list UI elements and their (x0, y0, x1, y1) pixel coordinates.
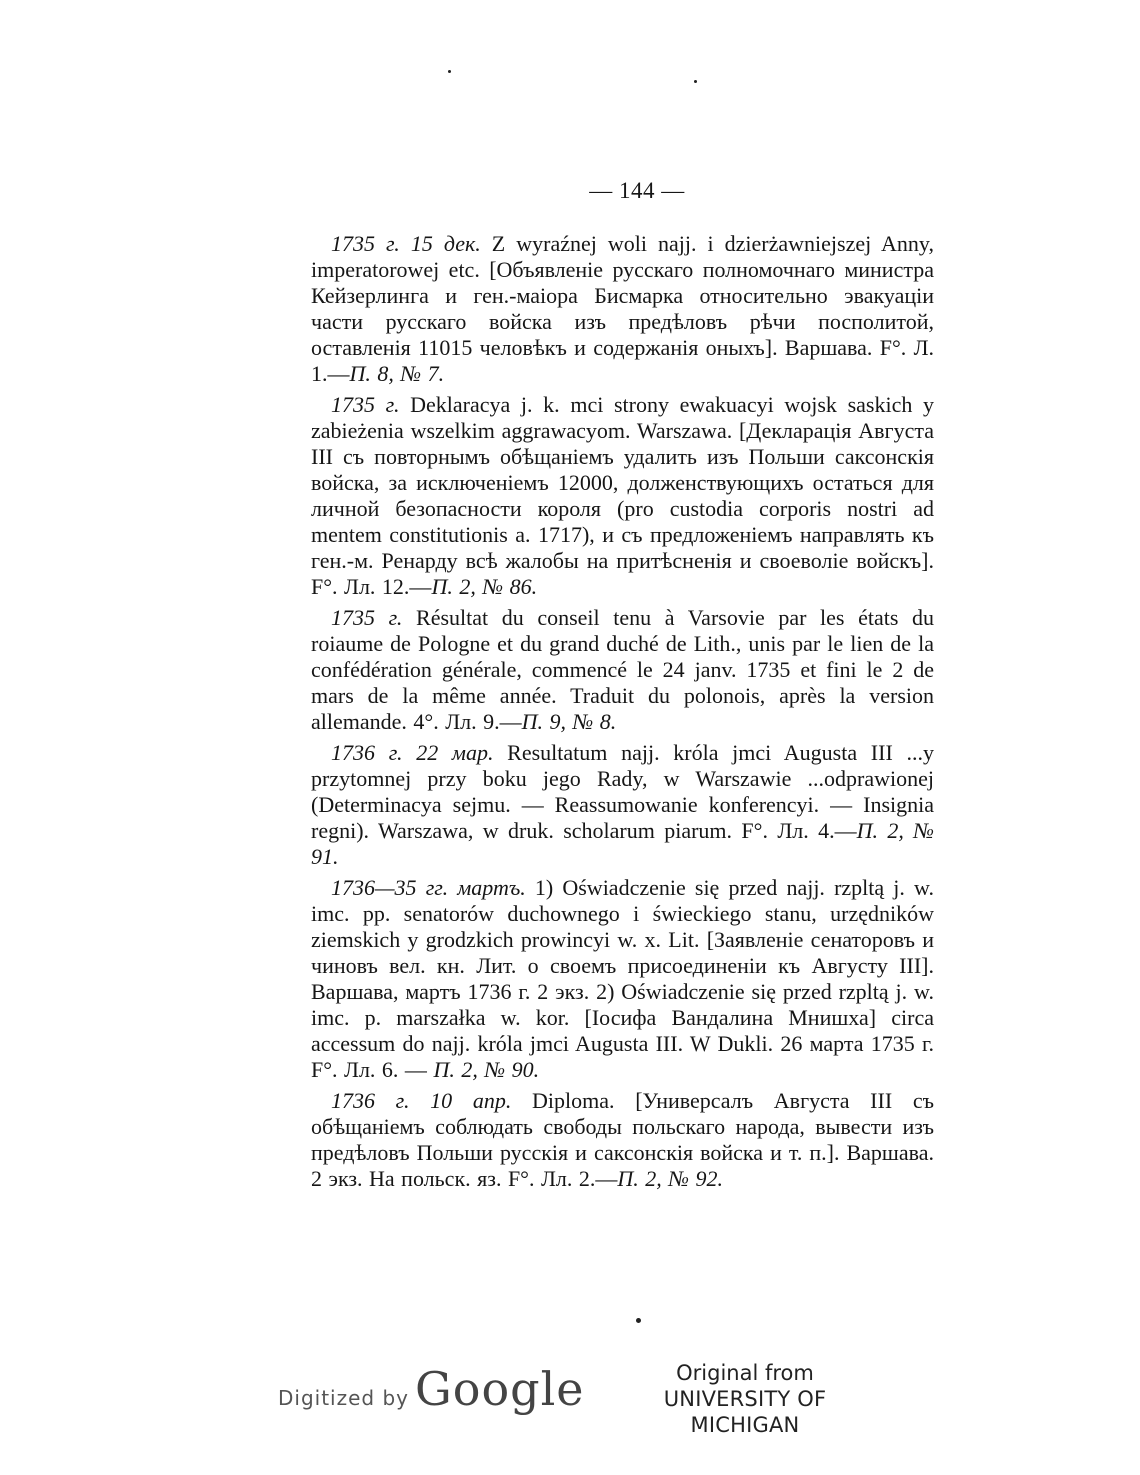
catalog-entry (311, 740, 934, 870)
catalog-entries (311, 231, 934, 1197)
scan-speck (448, 70, 451, 73)
scan-speck (636, 1318, 641, 1323)
catalog-entry (311, 1088, 934, 1192)
digitized-by-google (278, 1362, 585, 1416)
catalog-entry (311, 392, 934, 600)
entry-date: 1736—35 гг. мартъ. (331, 875, 526, 900)
entry-reference: П. 2, № 92. (617, 1166, 724, 1191)
entry-date: 1736 г. 10 апр. (331, 1088, 512, 1113)
entry-reference: П. 2, № 90. (433, 1057, 540, 1082)
digitized-by-label: Digitized by (278, 1386, 409, 1410)
entry-text: Deklaracya j. k. mci strony ewakuacyi wojsk saskich y zabieżenia wszelkim aggrawacyom. Warszawa. [Декларація Августа III съ повторнымъ обѣщаніемъ удалить изъ Польши саксонскія войска, за исключеніемъ 12000, долженствующихъ остаться для личной безопасности короля (pro custodia corporis nostri ad mentem constitutionis a. 1717), и съ предложеніемъ направлять къ ген.-м. Ренарду всѣ жалобы на притѣсненія и своеволіе войскъ]. F°. Лл. 12.— (311, 392, 934, 599)
catalog-entry (311, 231, 934, 387)
entry-date: 1735 г. (331, 605, 403, 630)
entry-text: Resultatum najj. króla jmci Augusta III ...y przytomnej przy boku jego Rady, w Warszawie ...odprawionej (Determinacya sejmu. — Reassumowanie konferencyi. — Insignia regni). Warszawa, w druk. scholarum piarum. F°. Лл. 4.— (311, 740, 934, 843)
scan-speck (694, 80, 697, 83)
institution-name: UNIVERSITY OF MICHIGAN (663, 1387, 827, 1437)
entry-reference: П. 8, № 7. (349, 361, 445, 386)
catalog-entry (311, 875, 934, 1083)
page-number: — 144 — (589, 178, 685, 203)
catalog-entry (311, 605, 934, 735)
entry-date: 1735 г. (331, 392, 400, 417)
entry-text: Z wyraźnej woli najj. i dzierżawniejszej Anny, imperatorowej etc. [Объявленіе русскаго полномочнаго министра Кейзерлинга и ген.-маіора Бисмарка относительно эвакуаціи части русскаго войска изъ предѣловъ рѣчи посполитой, оставленія 11015 человѣкъ и содержанія оныхъ]. Варшава. F°. Л. 1.— (311, 231, 934, 386)
entry-reference: П. 9, № 8. (521, 709, 617, 734)
entry-reference: П. 2, № 91. (311, 818, 934, 869)
entry-text: Diploma. [Универсалъ Августа III съ обѣщаніемъ соблюдать свободы польскаго народа, вывести изъ предѣловъ Польши русскія и саксонскія войска и т. п.]. Варшава. 2 экз. На польск. яз. F°. Лл. 2.— (311, 1088, 934, 1191)
entry-text: Résultat du conseil tenu à Varsovie par les états du roiaume de Pologne et du grand duché de Lith., unis par le lien de la confédération générale, commencé le 24 janv. 1735 et fini le 2 de mars de la même année. Traduit du polonois, après la version allemande. 4°. Лл. 9.— (311, 605, 934, 734)
entry-date: 1735 г. 15 дек. (331, 231, 481, 256)
entry-text: 1) Oświadczenie się przed najj. rzpltą j. w. imc. pp. senatorów duchownego i świeckiego stanu, urzędników ziemskich y grodzkich prowincyi w. x. Lit. [Заявленіе сенаторовъ и чиновъ вел. кн. Лит. о своемъ присоединеніи къ Августу III]. Варшава, мартъ 1736 г. 2 экз. 2) Oświadczenie się przed rzpltą j. w. imc. p. marszałka w. kor. [Іосифа Вандалина Мнишха] circa accessum do najj. króla jmci Augusta III. W Dukli. 26 марта 1735 г. F°. Лл. 6. — (311, 875, 934, 1082)
entry-date: 1736 г. 22 мар. (331, 740, 494, 765)
source-attribution (620, 1360, 870, 1438)
entry-reference: П. 2, № 86. (431, 574, 538, 599)
google-logo: Google (415, 1362, 585, 1416)
original-from-label: Original from (676, 1361, 814, 1385)
